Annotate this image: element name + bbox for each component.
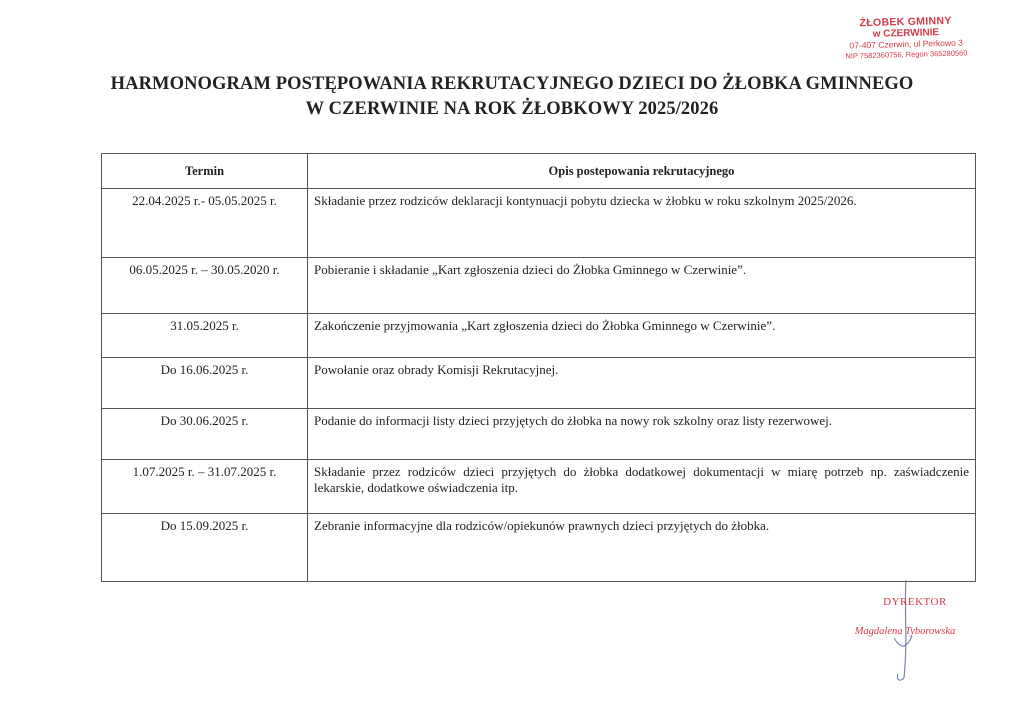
- cell-term: Do 16.06.2025 r.: [102, 358, 308, 409]
- cell-description: Pobieranie i składanie „Kart zgłoszenia dzieci do Żłobka Gminnego w Czerwinie”.: [308, 258, 976, 314]
- table-row: [102, 460, 976, 514]
- table-row: [102, 258, 976, 314]
- cell-description: Składanie przez rodziców dzieci przyjętych do żłobka dodatkowej dokumentacji w miarę potrzeb np. zaświadczenie lekarskie, dodatkowe oświadczenia itp.: [308, 460, 976, 514]
- cell-term: 22.04.2025 r.- 05.05.2025 r.: [102, 189, 308, 258]
- table-header-row: [102, 154, 976, 189]
- cell-term: 1.07.2025 r. – 31.07.2025 r.: [102, 460, 308, 514]
- cell-term: 31.05.2025 r.: [102, 314, 308, 358]
- signature-block: [840, 596, 970, 637]
- cell-description: Podanie do informacji listy dzieci przyjętych do żłobka na nowy rok szkolny oraz listy rezerwowej.: [308, 409, 976, 460]
- table-row: [102, 514, 976, 582]
- signature-role: DYREKTOR: [883, 596, 947, 608]
- table-row: [102, 189, 976, 258]
- cell-term: Do 15.09.2025 r.: [102, 514, 308, 582]
- header-term: Termin: [102, 154, 308, 189]
- header-description: Opis postepowania rekrutacyjnego: [308, 154, 976, 189]
- institution-stamp: [825, 14, 986, 62]
- stamp-line-address: 07-407 Czerwin, ul Perkowo 3: [849, 37, 963, 51]
- stamp-line-location: w CZERWINIE: [872, 27, 940, 40]
- table-row: [102, 358, 976, 409]
- cell-term: 06.05.2025 r. – 30.05.2020 r.: [102, 258, 308, 314]
- cell-description: Zebranie informacyjne dla rodziców/opiekunów prawnych dzieci przyjętych do żłobka.: [308, 514, 976, 582]
- title-line-1: HARMONOGRAM POSTĘPOWANIA REKRUTACYJNEGO DZIECI DO ŻŁOBKA GMINNEGO: [110, 74, 914, 94]
- stamp-line-name: ŻŁOBEK GMINNY: [859, 14, 952, 30]
- cell-description: Składanie przez rodziców deklaracji kontynuacji pobytu dziecka w żłobku w roku szkolnym 2025/2026.: [308, 189, 976, 258]
- cell-description: Powołanie oraz obrady Komisji Rekrutacyjnej.: [308, 358, 976, 409]
- stamp-line-ids: NIP 7582360756, Regon 365280560: [845, 48, 968, 61]
- signature-name: Magdalena Tyborowska: [854, 626, 956, 637]
- title-line-2: W CZERWINIE NA ROK ŻŁOBKOWY 2025/2026: [305, 99, 719, 119]
- cell-description: Zakończenie przyjmowania „Kart zgłoszenia dzieci do Żłobka Gminnego w Czerwinie”.: [308, 314, 976, 358]
- table-row: [102, 409, 976, 460]
- cell-term: Do 30.06.2025 r.: [102, 409, 308, 460]
- table-row: [102, 314, 976, 358]
- document-title: [60, 72, 964, 122]
- recruitment-schedule-table: [101, 153, 976, 582]
